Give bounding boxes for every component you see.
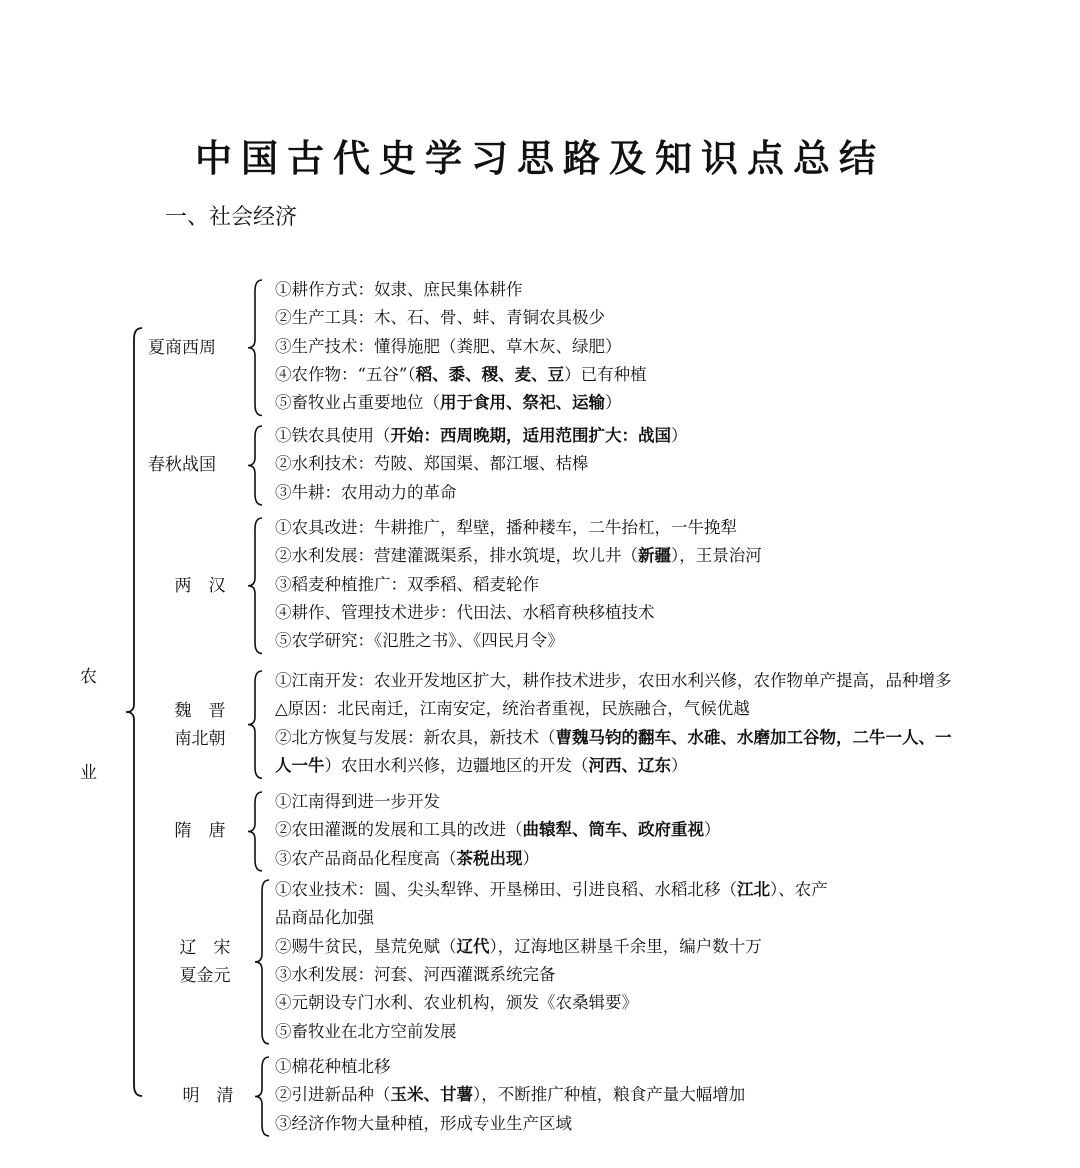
item-text-segment: ③牛耕：农用动力的革命 <box>275 482 457 502</box>
period-0-item <box>275 276 523 304</box>
item-text-segment: ②赐牛贫民，垦荒免赋（ <box>275 936 457 956</box>
page-title: 中国古代史学习思路及知识点总结 <box>195 136 885 180</box>
item-text-segment: ②水利技术：芍陂、郑国渠、都江堰、桔槔 <box>275 454 589 474</box>
item-text-segment: 开始：西周晚期，适用范围扩大：战国 <box>390 426 671 445</box>
period-3-item <box>275 695 750 723</box>
item-text-segment: ②农田灌溉的发展和工具的改进（ <box>275 820 523 840</box>
period-5-item <box>275 989 638 1017</box>
period-3-item <box>275 724 952 752</box>
period-brace <box>255 1057 269 1136</box>
item-text-segment: ），辽海地区耕垦千余里，编户数十万 <box>489 936 762 956</box>
item-text-segment: 茶税出现 <box>456 848 523 868</box>
period-1-item <box>275 479 457 507</box>
period-5-item <box>275 961 556 989</box>
period-brace <box>248 518 262 654</box>
period-1-item <box>275 422 688 450</box>
period-1-item <box>275 450 589 478</box>
period-6-item <box>275 1081 745 1109</box>
period-5-item <box>275 933 762 961</box>
period-0-item <box>275 304 605 332</box>
period-2-item <box>275 542 762 570</box>
period-brace <box>248 671 262 778</box>
period-label <box>137 451 227 479</box>
category-label-char-2: 业 <box>80 763 97 783</box>
item-text-segment: 玉米、甘薯 <box>390 1085 473 1105</box>
period-brace <box>255 880 269 1044</box>
item-text-segment: ③水利发展：河套、河西灌溉系统完备 <box>275 964 556 984</box>
period-brace <box>248 426 262 505</box>
period-label <box>155 572 245 600</box>
item-text-segment: 品商品化加强 <box>275 908 374 928</box>
item-text-segment: ）已有种植 <box>564 364 647 384</box>
category-brace <box>126 328 142 1096</box>
period-label <box>155 817 245 845</box>
item-text-segment: ） <box>522 848 539 868</box>
item-text-segment: ） <box>671 755 688 775</box>
item-text-segment: ）、农产 <box>770 880 828 899</box>
item-text-segment: 人一牛 <box>275 755 325 775</box>
period-brace <box>248 280 262 416</box>
item-text-segment: ②引进新品种（ <box>275 1085 391 1105</box>
category-label-char-1: 农 <box>80 667 97 687</box>
item-text-segment: ③经济作物大量种植，形成专业生产区域 <box>275 1113 572 1133</box>
period-label-line: 夏金元 <box>179 965 231 986</box>
period-2-item <box>275 571 539 599</box>
item-text-segment: ④耕作、管理技术进步：代田法、水稻育秧移植技术 <box>275 602 655 622</box>
item-text-segment: ） <box>605 393 622 413</box>
period-label-line: 隋 唐 <box>174 821 226 842</box>
item-text-segment: 稻、黍、稷、麦、豆 <box>415 364 565 384</box>
item-text-segment: ⑤农学研究：《氾胜之书》、《四民月令》 <box>275 631 564 651</box>
item-text-segment: ） <box>671 426 688 445</box>
period-brace <box>248 792 262 871</box>
period-2-item <box>275 514 737 542</box>
period-label <box>163 1082 253 1110</box>
item-text-segment: ①农具改进：牛耕推广，犁壁，播种耧车，二牛抬杠，一牛挽犁 <box>275 518 737 537</box>
period-label-line: 明 清 <box>182 1086 234 1107</box>
period-label-line: 春秋战国 <box>148 455 216 476</box>
item-text-segment: ⑤畜牧业在北方空前发展 <box>275 1021 457 1041</box>
period-0-item <box>275 333 622 361</box>
item-text-segment: ①铁农具使用（ <box>275 426 391 445</box>
section-heading: 一、社会经济 <box>165 205 298 230</box>
period-2-item <box>275 627 564 655</box>
period-5-item <box>275 904 374 932</box>
period-4-item <box>275 788 440 816</box>
item-text-segment: ②水利发展：营建灌溉渠系，排水筑堤，坎儿井（ <box>275 546 638 566</box>
period-2-item <box>275 599 655 627</box>
period-label <box>137 334 227 362</box>
item-text-segment: ④农作物：“五谷”（ <box>275 364 416 384</box>
item-text-segment: △原因：北民南迁，江南安定，统治者重视，民族融合，气候优越 <box>275 699 750 719</box>
item-text-segment: 用于食用、祭祀、运输 <box>440 393 605 413</box>
item-text-segment: 河西、辽东 <box>588 755 671 775</box>
period-4-item <box>275 845 539 873</box>
item-text-segment: ①江南开发：农业开发地区扩大，耕作技术进步，农田水利兴修，农作物单产提高，品种增多 <box>275 671 952 690</box>
period-5-item <box>275 1018 457 1046</box>
item-text-segment: ⑤畜牧业占重要地位（ <box>275 393 440 413</box>
period-label-line: 魏 晋 <box>174 700 226 721</box>
period-6-item <box>275 1053 391 1081</box>
item-text-segment: ①农业技术：圆、尖头犁铧、开垦梯田、引进良稻、水稻北移（ <box>275 880 737 899</box>
item-text-segment: ③生产技术：懂得施肥（粪肥、草木灰、绿肥） <box>275 336 622 356</box>
item-text-segment: ） <box>704 820 721 840</box>
item-text-segment: 曹魏马钧的翻车、水碓、水磨加工谷物，二牛一人、一 <box>555 727 952 747</box>
item-text-segment: ①江南得到进一步开发 <box>275 792 440 811</box>
item-text-segment: ③稻麦种植推广：双季稻、稻麦轮作 <box>275 574 539 594</box>
period-label-line: 两 汉 <box>174 575 226 596</box>
period-label-line: 夏商西周 <box>148 337 216 358</box>
period-4-item <box>275 816 721 844</box>
period-label-line: 南北朝 <box>174 728 226 749</box>
period-label <box>160 934 250 990</box>
period-6-item <box>275 1110 572 1138</box>
item-text-segment: ③农产品商品化程度高（ <box>275 848 457 868</box>
item-text-segment: 辽代 <box>456 936 490 956</box>
item-text-segment: ②北方恢复与发展：新农具，新技术（ <box>275 727 556 747</box>
period-label-line: 辽 宋 <box>179 937 231 958</box>
period-0-item <box>275 389 622 417</box>
item-text-segment: ④元朝设专门水利、农业机构，颁发《农桑辑要》 <box>275 993 638 1013</box>
item-text-segment: 江北 <box>737 880 770 899</box>
item-text-segment: ①耕作方式：奴隶、庶民集体耕作 <box>275 280 523 299</box>
item-text-segment: ②生产工具：木、石、骨、蚌、青铜农具极少 <box>275 308 605 328</box>
period-3-item <box>275 667 952 695</box>
item-text-segment: 曲辕犁、筒车、政府重视 <box>522 820 704 840</box>
period-0-item <box>275 361 647 389</box>
item-text-segment: ）农田水利兴修，边疆地区的开发（ <box>324 755 589 775</box>
period-5-item <box>275 876 828 904</box>
item-text-segment: 新疆 <box>638 546 671 566</box>
period-label <box>155 697 245 753</box>
item-text-segment: ），不断推广种植，粮食产量大幅增加 <box>473 1085 746 1105</box>
item-text-segment: ①棉花种植北移 <box>275 1057 391 1076</box>
item-text-segment: ），王景治河 <box>671 546 762 566</box>
period-3-item <box>275 752 688 780</box>
